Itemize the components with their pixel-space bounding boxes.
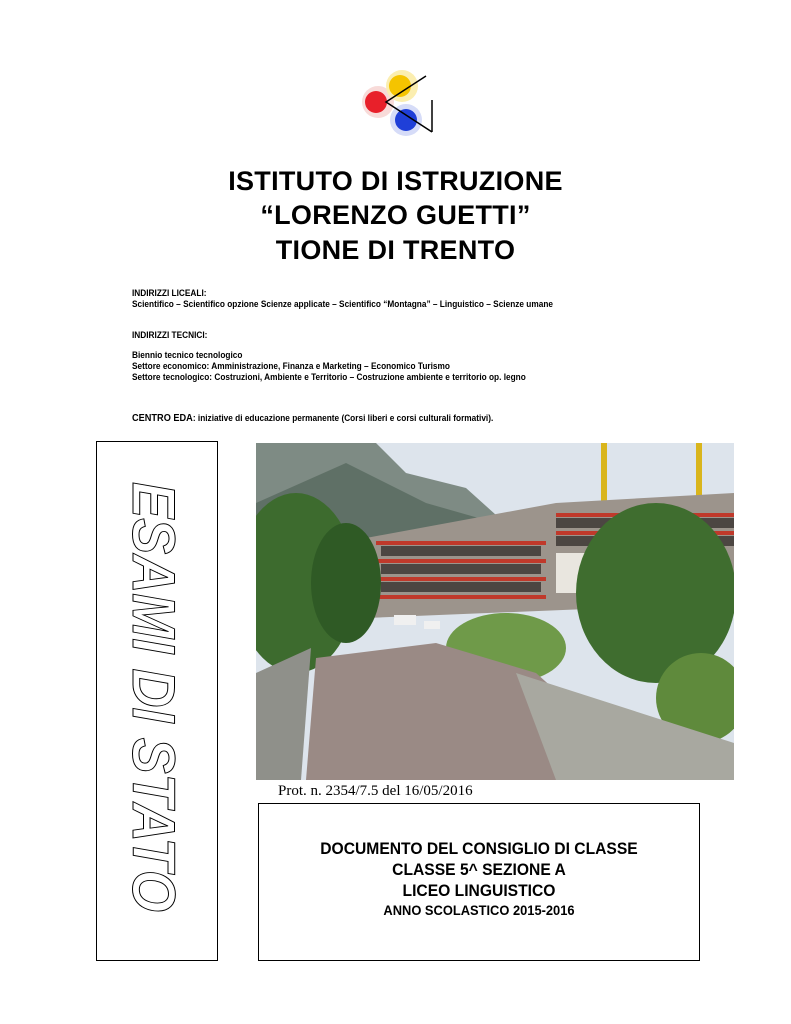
esami-di-stato-banner <box>96 441 218 961</box>
tecnici-item: Settore tecnologico: Costruzioni, Ambiente e Territorio – Costruzione ambiente e territorio op. legno <box>132 372 526 382</box>
tecnici-item: Settore economico: Amministrazione, Finanza e Marketing – Economico Turismo <box>132 361 450 371</box>
institute-subtitle: “LORENZO GUETTI” <box>260 200 531 230</box>
school-building-photo <box>256 443 734 780</box>
eda-text: : iniziative di educazione permanente (Corsi liberi e corsi culturali formativi). <box>192 413 494 423</box>
protocol-number: Prot. n. 2354/7.5 del 16/05/2016 <box>278 783 473 799</box>
course-name: LICEO LINGUISTICO <box>402 881 556 900</box>
tecnici-heading: INDIRIZZI TECNICI: <box>132 330 208 340</box>
eda-line <box>132 413 493 424</box>
institute-location: TIONE DI TRENTO <box>275 235 516 265</box>
document-box <box>258 803 700 961</box>
class-section: CLASSE 5^ SEZIONE A <box>392 860 566 879</box>
institute-name: ISTITUTO DI ISTRUZIONE <box>228 166 563 196</box>
eda-label: CENTRO EDA <box>132 413 193 424</box>
school-year: ANNO SCOLASTICO 2015-2016 <box>383 902 575 918</box>
liceali-heading: INDIRIZZI LICEALI: <box>132 288 207 298</box>
liceali-text: Scientifico – Scientifico opzione Scienze applicate – Scientifico “Montagna” – Linguistico – Scienze umane <box>132 299 554 309</box>
tecnici-item: Biennio tecnico tecnologico <box>132 350 243 360</box>
school-logo <box>356 70 436 138</box>
document-title: DOCUMENTO DEL CONSIGLIO DI CLASSE <box>320 839 638 858</box>
esami-di-stato-text: ESAMI DI STATO <box>120 482 187 959</box>
